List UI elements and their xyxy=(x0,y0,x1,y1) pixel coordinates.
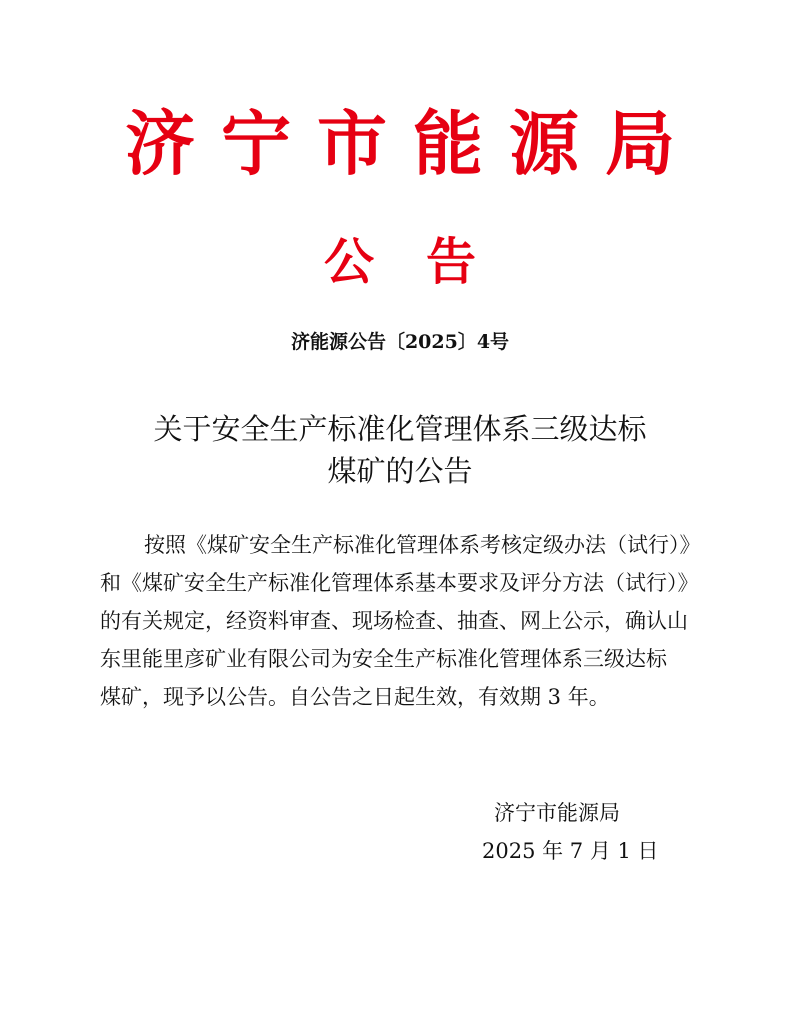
body-line-2: 和《煤矿安全生产标准化管理体系基本要求及评分方法（试行）》 xyxy=(100,571,699,595)
document-type: 公告 xyxy=(324,232,528,291)
body-line-4: 东里能里彦矿业有限公司为安全生产标准化管理体系三级达标 xyxy=(100,647,667,671)
signature-issuer: 济宁市能源局 xyxy=(494,801,620,825)
document-body xyxy=(100,526,720,716)
document-number: 济能源公告〔2025〕4号 xyxy=(290,331,510,353)
body-line-5: 煤矿，现予以公告。自公告之日起生效，有效期 3 年。 xyxy=(100,685,610,709)
body-line-3: 的有关规定，经资料审查、现场检查、抽查、网上公示，确认山 xyxy=(100,609,688,633)
signature-date: 2025 年 7 月 1 日 xyxy=(482,839,659,863)
body-line-1: 按照《煤矿安全生产标准化管理体系考核定级办法（试行）》 xyxy=(144,533,701,557)
issuing-organization-header: 济宁市能源局 xyxy=(125,102,701,185)
signature-block xyxy=(482,794,722,870)
document-title-line-1: 关于安全生产标准化管理体系三级达标 xyxy=(153,412,647,446)
document-title xyxy=(0,408,800,492)
document-title-line-2: 煤矿的公告 xyxy=(327,454,473,488)
